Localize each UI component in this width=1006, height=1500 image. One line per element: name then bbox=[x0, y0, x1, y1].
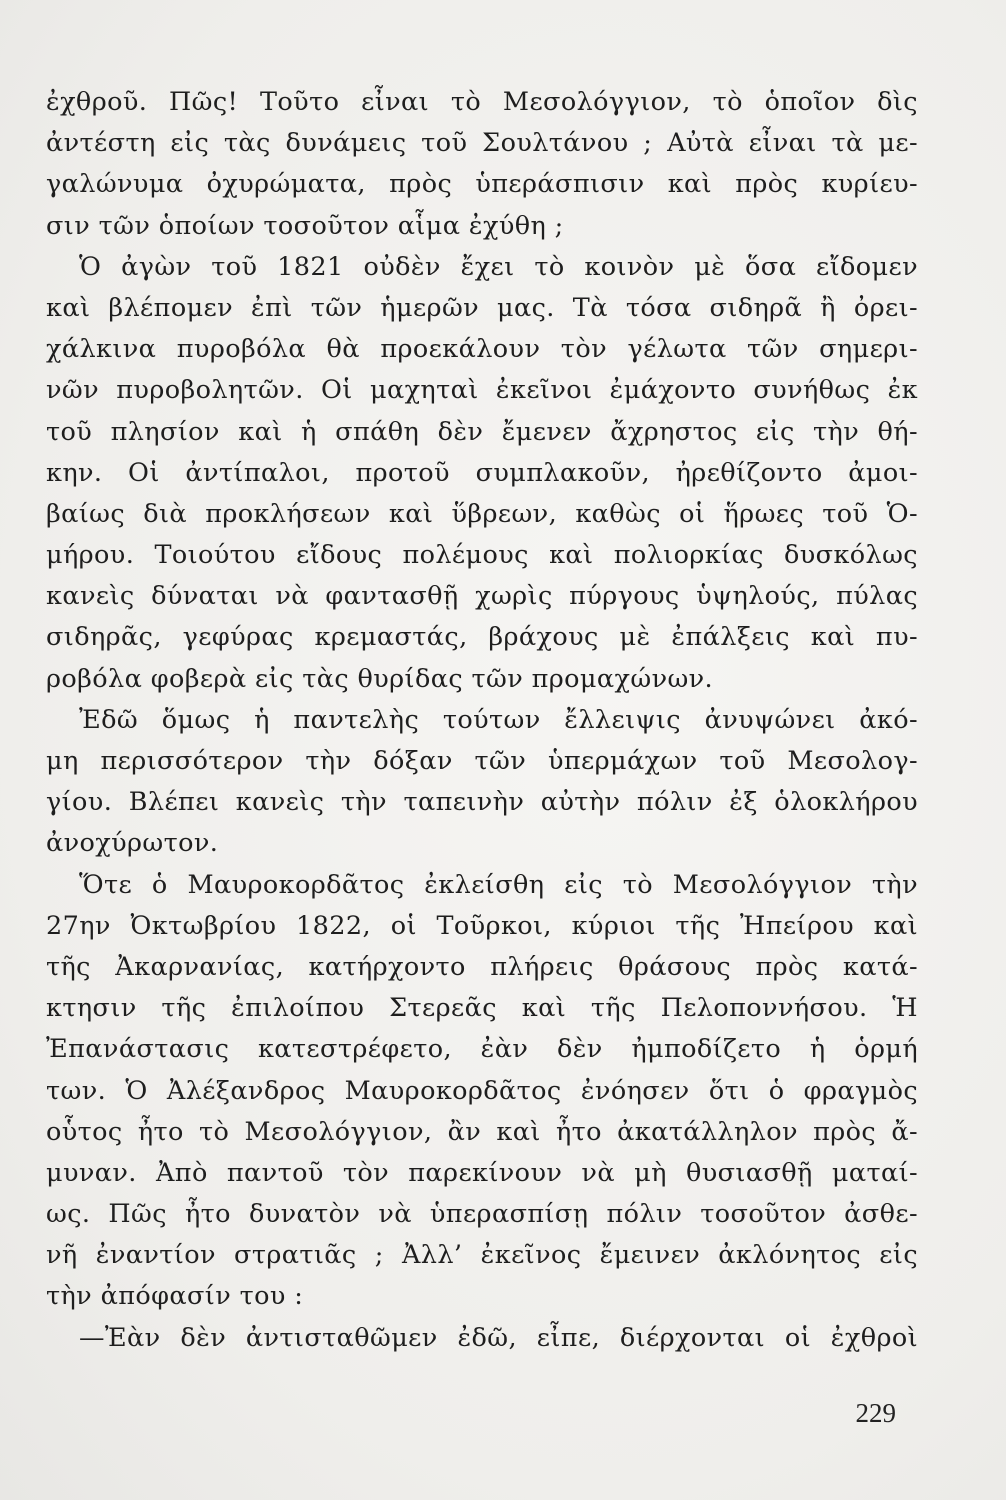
text-line: νῶν πυροβολητῶν. Οἱ μαχηταὶ ἐκεῖνοι ἐμάχοντο συνήθως ἐκ bbox=[46, 375, 918, 406]
text-line: Ὅτε ὁ Μαυροκορδᾶτος ἐκλείσθη εἰς τὸ Μεσολόγγιον τὴν bbox=[79, 869, 918, 900]
text-line: ἀντέστη εἰς τὰς δυνάμεις τοῦ Σουλτάνου ; Αὐτὰ εἶναι τὰ με- bbox=[46, 128, 918, 159]
text-line: μήρου. Τοιούτου εἴδους πολέμους καὶ πολιορκίας δυσκόλως bbox=[46, 540, 918, 571]
text-line: χάλκινα πυροβόλα θὰ προεκάλουν τὸν γέλωτα τῶν σημερι- bbox=[46, 334, 918, 365]
body-text bbox=[46, 82, 918, 1359]
text-line: τῆς Ἀκαρνανίας, κατήρχοντο πλήρεις θράσους πρὸς κατά- bbox=[46, 951, 918, 982]
text-line: —Ἐὰν δὲν ἀντισταθῶμεν ἐδῶ, εἶπε, διέρχονται οἱ ἐχθροὶ bbox=[79, 1322, 918, 1353]
text-line: κην. Οἱ ἀντίπαλοι, προτοῦ συμπλακοῦν, ἠρεθίζοντο ἀμοι- bbox=[46, 457, 918, 488]
text-line: ἐχθροῦ. Πῶς! Τοῦτο εἶναι τὸ Μεσολόγγιον, τὸ ὁποῖον δὶς bbox=[46, 87, 918, 117]
text-line: 27ην Ὀκτωβρίου 1822, οἱ Τοῦρκοι, κύριοι τῆς Ἠπείρου καὶ bbox=[46, 910, 918, 941]
text-line: τοῦ πλησίον καὶ ἡ σπάθη δὲν ἔμενεν ἄχρηστος εἰς τὴν θή- bbox=[46, 416, 918, 447]
page-number: 229 bbox=[855, 1398, 896, 1428]
text-line: κανεὶς δύναται νὰ φαντασθῇ χωρὶς πύργους ὑψηλούς, πύλας bbox=[46, 581, 918, 612]
text-line: μυναν. Ἀπὸ παντοῦ τὸν παρεκίνουν νὰ μὴ θυσιασθῇ ματαί- bbox=[46, 1157, 918, 1188]
text-line: Ὁ ἀγὼν τοῦ 1821 οὐδὲν ἔχει τὸ κοινὸν μὲ ὅσα εἴδομεν bbox=[79, 251, 918, 282]
text-line: ἀνοχύρωτον. bbox=[46, 828, 219, 859]
text-line: μη περισσότερον τὴν δόξαν τῶν ὑπερμάχων τοῦ Μεσολογ- bbox=[46, 746, 918, 776]
text-line: ως. Πῶς ἦτο δυνατὸν νὰ ὑπερασπίσῃ πόλιν τοσοῦτον ἀσθε- bbox=[46, 1199, 918, 1230]
text-line: σιν τῶν ὁποίων τοσοῦτον αἷμα ἐχύθη ; bbox=[46, 210, 564, 241]
text-line: καὶ βλέπομεν ἐπὶ τῶν ἡμερῶν μας. Τὰ τόσα σιδηρᾶ ἢ ὀρει- bbox=[46, 292, 918, 323]
text-line: Ἐδῶ ὅμως ἡ παντελὴς τούτων ἔλλειψις ἀνυψώνει ἀκό- bbox=[79, 704, 918, 735]
text-line: οὗτος ἦτο τὸ Μεσολόγγιον, ἂν καὶ ἦτο ἀκατάλληλον πρὸς ἄ- bbox=[46, 1116, 918, 1147]
text-line: κτησιν τῆς ἐπιλοίπου Στερεᾶς καὶ τῆς Πελοποννήσου. Ἡ bbox=[46, 993, 918, 1024]
text-line: σιδηρᾶς, γεφύρας κρεμαστάς, βράχους μὲ ἐπάλξεις καὶ πυ- bbox=[46, 622, 918, 653]
text-line: τὴν ἀπόφασίν του : bbox=[46, 1281, 304, 1312]
text-line: ροβόλα φοβερὰ εἰς τὰς θυρίδας τῶν προμαχώνων. bbox=[46, 663, 714, 694]
text-line: νῆ ἐναντίον στρατιᾶς ; Ἀλλ’ ἐκεῖνος ἔμεινεν ἀκλόνητος εἰς bbox=[46, 1240, 918, 1271]
text-line: γαλώνυμα ὀχυρώματα, πρὸς ὑπεράσπισιν καὶ πρὸς κυρίευ- bbox=[46, 169, 918, 200]
text-line: γίου. Βλέπει κανεὶς τὴν ταπεινὴν αὐτὴν πόλιν ἐξ ὁλοκλήρου bbox=[46, 787, 918, 818]
text-line: των. Ὁ Ἀλέξανδρος Μαυροκορδᾶτος ἐνόησεν ὅτι ὁ φραγμὸς bbox=[46, 1075, 918, 1106]
text-line: Ἐπανάστασις κατεστρέφετο, ἐὰν δὲν ἠμποδίζετο ἡ ὁρμή bbox=[46, 1034, 918, 1065]
text-line: βαίως διὰ προκλήσεων καὶ ὕβρεων, καθὼς οἱ ἥρωες τοῦ Ὁ- bbox=[46, 498, 918, 529]
